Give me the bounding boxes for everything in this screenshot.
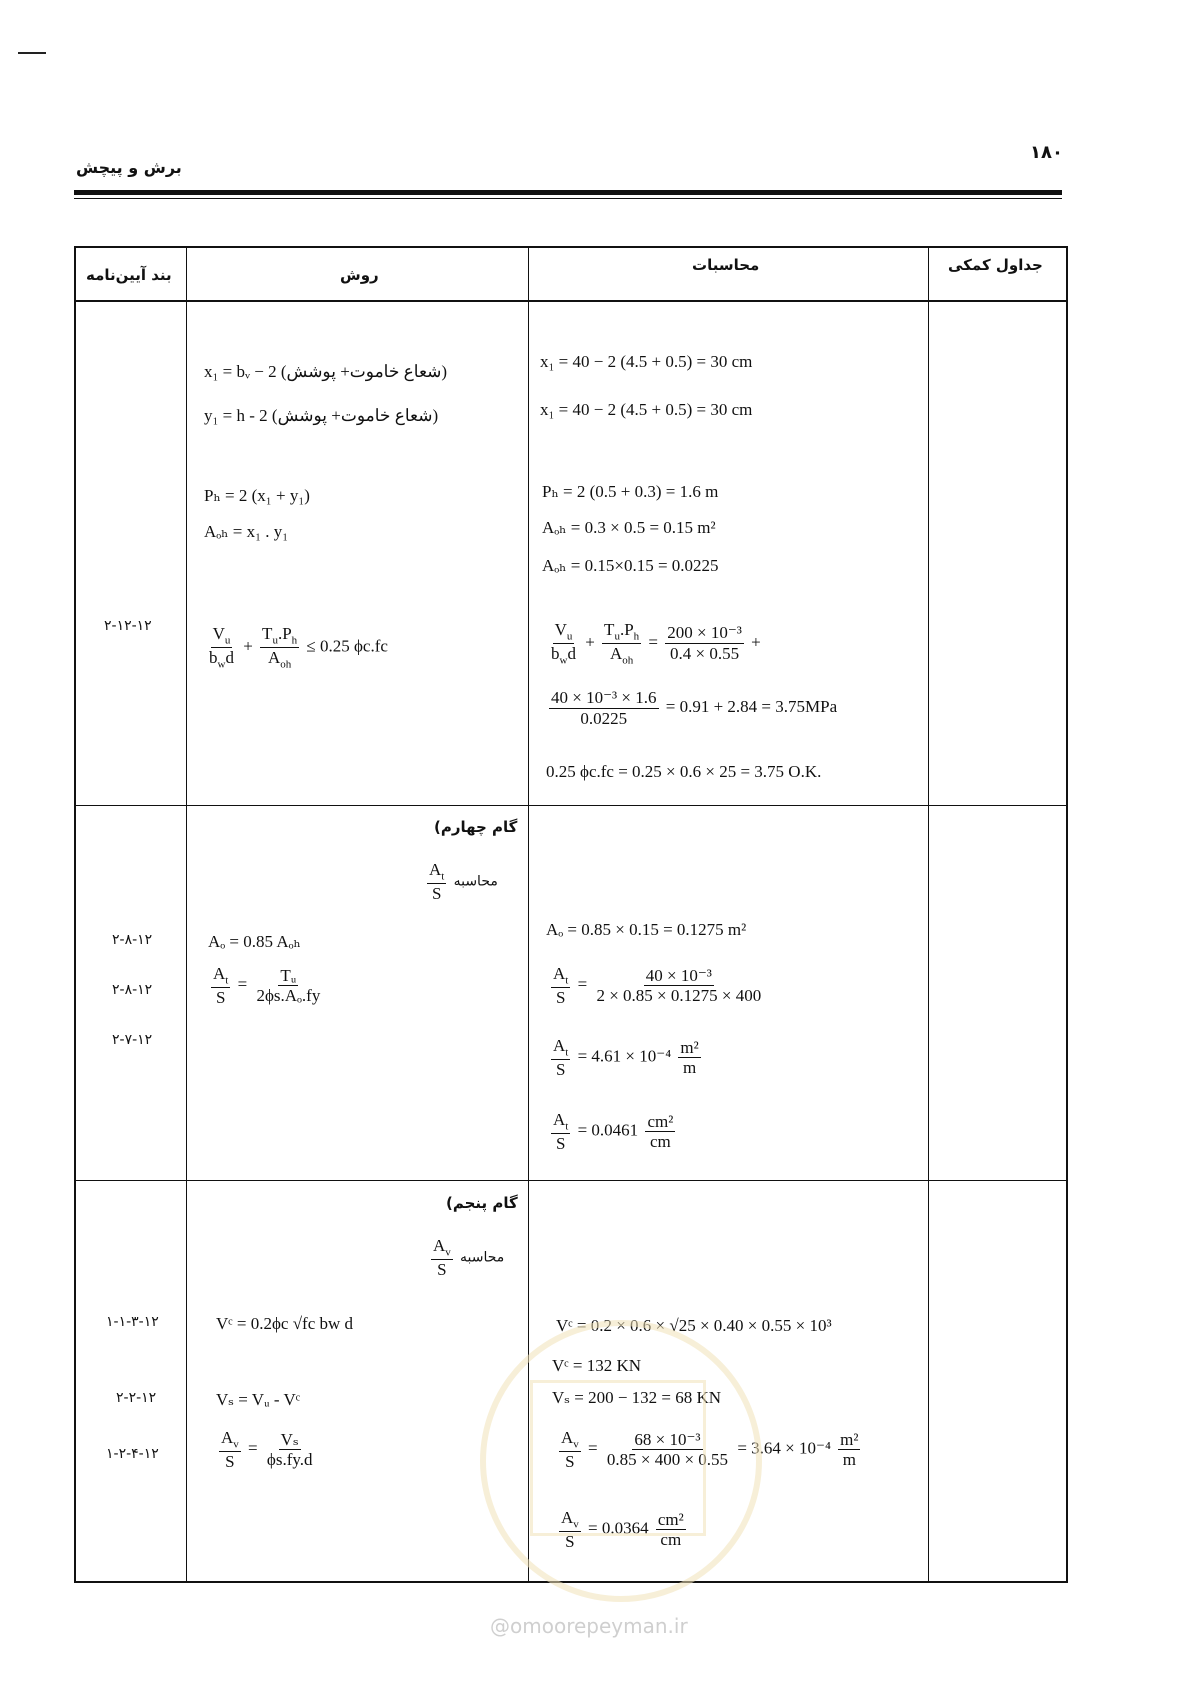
calc-aoh-1: Aₒₕ = 0.3 × 0.5 = 0.15 m² [542, 518, 716, 537]
method-y1: y₁ = h - 2 (شعاع خاموت+ پوشش) [204, 406, 439, 425]
calc-aoh-2: Aₒₕ = 0.15×0.15 = 0.0225 [542, 556, 719, 575]
method-x1: x₁ = bᵥ − 2 (شعاع خاموت+ پوشش) [204, 362, 448, 381]
calc-at-over-s-3: $\frac{A_t}{S}$ = 0.0461 $\frac{\text{cm²}}{cm}$ [553, 1110, 674, 1154]
calc-at-over-s-1: $\frac{A_t}{S}$ = $\frac{\text{40 × 10⁻³}}{2 \times 0.85 \times 0.1275 \times 400}$ [553, 964, 762, 1008]
calc-stress-result: = 0.91 + 2.84 = 3.75MPa [665, 696, 838, 716]
publisher-stamp-grid [530, 1380, 706, 1536]
method-at-over-s: $\frac{A_t}{S}$ = $\frac{\text{Tᵤ}}{\text{2ϕs.Aₒ.fy}}$ [213, 964, 321, 1008]
calc-at-over-s-2: $\frac{A_t}{S}$ = 4.61 × 10⁻⁴ $\frac{\text{m²}}{m}$ [553, 1036, 699, 1080]
frac-200e-3: $\frac{\text{200 × 10⁻³}}{0.4 \times 0.55}$ [667, 623, 742, 664]
calc-vs: Vₛ = 200 − 132 = 68 KN [552, 1388, 722, 1407]
calc-x1-b: x₁ = 40 − 2 (4.5 + 0.5) = 30 cm [540, 400, 753, 419]
inequality-tail: ≤ 0.25 ϕc.fc [306, 636, 388, 656]
frac-40e-3: $\frac{\text{40 × 10⁻³ × 1.6}}{0.0225}$ [551, 688, 657, 728]
calc-av-over-s-1: $\frac{A_v}{S}$ = $\frac{\text{68 × 10⁻³}}{0.85 \times 400 \times 0.55}$ = 3.64 × 10⁻⁴ $\frac{\text{m²}}{m}$ [561, 1428, 859, 1472]
header-row-divider [74, 300, 1066, 302]
calc-vc-1: Vᶜ = 0.2 × 0.6 × √25 × 0.40 × 0.55 × 10³ [556, 1316, 832, 1335]
calc-ph: Pₕ = 2 (0.5 + 0.3) = 1.6 m [542, 482, 719, 501]
col-divider-3 [928, 246, 929, 1581]
step-four-subtitle: $\frac{A_t}{S}$ محاسبه [429, 860, 498, 904]
corner-mark [18, 52, 46, 54]
watermark-url: @omoorepeyman.ir [490, 1614, 688, 1638]
calc-x1-a: x₁ = 40 − 2 (4.5 + 0.5) = 30 cm [540, 352, 753, 371]
row-divider-2 [74, 1180, 1066, 1181]
header-aux: جداول کمکی [948, 256, 1043, 274]
row-divider-1 [74, 805, 1066, 806]
calc-stress-line1: $\frac{V_u}{b_wd}$ + $\frac{T_u.P_h}{A_{oh}}$ = $\frac{\text{200 × 10⁻³}}{0.4 \times 0.55}$ + [551, 620, 761, 667]
header-rule-thin [74, 198, 1062, 199]
step-four-title: گام چهارم) [434, 818, 518, 836]
calc-stress-line2 [546, 688, 837, 728]
step-five-subtitle: $\frac{A_v}{S}$ محاسبه [433, 1236, 505, 1280]
calc-check: 0.25 ϕc.fc = 0.25 × 0.6 × 25 = 3.75 O.K. [546, 762, 822, 781]
method-aoh: Aₒₕ = x₁ . y₁ [204, 522, 289, 541]
method-ph: Pₕ = 2 (x₁ + y₁) [204, 486, 310, 505]
frac-tu-ph-aoh: $\frac{T_u.P_h}{A_{oh}}$ [262, 624, 298, 671]
clause-code: ۲-۸-۱۲ [112, 982, 153, 998]
clause-code: ۲-۲-۱۲ [116, 1390, 157, 1406]
clause-code: ۲-۱۲-۱۲ [104, 618, 152, 634]
clause-code: ۲-۸-۱۲ [112, 932, 153, 948]
frac-vu-bwd: $\frac{V_u}{b_wd}$ [209, 624, 234, 671]
method-av-over-s: $\frac{A_v}{S}$ = $\frac{\text{Vₛ}}{\phi s.fy.d}$ [221, 1428, 313, 1472]
header-rule-thick [74, 190, 1062, 195]
calc-ao: Aₒ = 0.85 × 0.15 = 0.1275 m² [546, 920, 747, 939]
header-calc: محاسبات [692, 256, 760, 274]
header-clause: بند آیین‌نامه [86, 266, 172, 284]
header-method: روش [340, 266, 379, 284]
running-head: برش و پیچش [76, 158, 182, 177]
method-ao: Aₒ = 0.85 Aₒₕ [208, 932, 301, 951]
method-vs: Vₛ = Vᵤ - Vᶜ [216, 1390, 301, 1409]
clause-code: ۲-۷-۱۲ [112, 1032, 153, 1048]
clause-code: ۱-۲-۴-۱۲ [106, 1446, 159, 1462]
method-vc: Vᶜ = 0.2ϕc √fc bw d [216, 1314, 354, 1333]
method-torsion-inequality: $\frac{V_u}{b_wd}$ + $\frac{T_u.P_h}{A_{oh}}$ ≤ 0.25 ϕc.fc [209, 624, 388, 671]
calc-av-over-s-2: $\frac{A_v}{S}$ = 0.0364 $\frac{\text{cm²}}{cm}$ [561, 1508, 684, 1552]
col-divider-1 [186, 246, 187, 1581]
clause-code: ۱-۱-۳-۱۲ [106, 1314, 159, 1330]
step-five-title: گام پنجم) [446, 1194, 518, 1212]
calc-vc-2: Vᶜ = 132 KN [552, 1356, 642, 1375]
page-number: ۱۸۰ [1030, 142, 1063, 163]
